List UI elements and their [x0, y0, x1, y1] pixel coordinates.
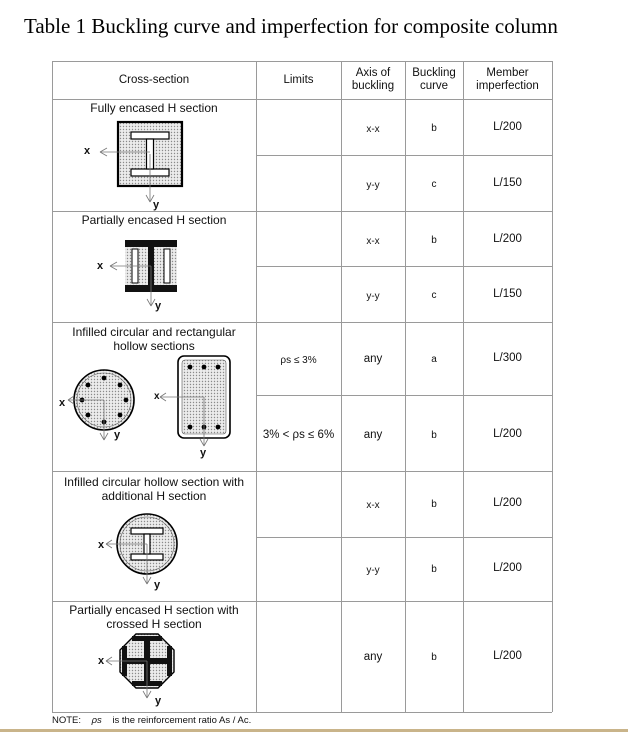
axis-label-x: x — [84, 145, 91, 157]
cell-imperfection: L/200 — [493, 233, 522, 245]
axis-label-y: y — [154, 579, 161, 591]
crossed-h-diagram — [92, 630, 192, 710]
section-caption: Partially encased H section with crossed H section — [69, 603, 239, 631]
section-caption: Infilled circular and rectangular hollow sections — [72, 325, 236, 353]
cell-imperfection: L/150 — [493, 177, 522, 189]
table-note: NOTE: ρs is the reinforcement ratio As / Ac. — [52, 715, 252, 726]
cell-curve: b — [431, 564, 437, 575]
cell-curve: b — [431, 235, 437, 246]
cell-imperfection: L/200 — [493, 121, 522, 133]
cell-axis: y-y — [366, 291, 380, 302]
row-divider — [256, 395, 552, 396]
section-caption: Fully encased H section — [90, 101, 218, 115]
cell-axis: any — [363, 651, 383, 663]
header-limits: Limits — [283, 74, 314, 86]
cell-axis: y-y — [366, 565, 380, 576]
column-divider — [463, 61, 464, 712]
header-axis: Axis of buckling — [351, 67, 395, 92]
axis-label-y: y — [200, 447, 207, 459]
infilled-circular-diagram — [54, 360, 154, 450]
column-divider — [256, 61, 257, 712]
cell-axis: y-y — [366, 180, 380, 191]
section-caption: Infilled circular hollow section with additional H section — [63, 475, 245, 503]
cell-axis: any — [363, 353, 383, 365]
table-top-border — [52, 61, 552, 62]
cell-curve: b — [431, 430, 437, 441]
cell-axis: x-x — [366, 500, 380, 511]
header-curve: Buckling curve — [412, 67, 456, 92]
row-divider — [256, 537, 552, 538]
cell-imperfection: L/200 — [493, 497, 522, 509]
partially-encased-h-diagram — [90, 236, 200, 316]
axis-label-x: x — [98, 539, 105, 551]
cell-axis: x-x — [366, 124, 380, 135]
section-divider — [52, 601, 552, 602]
cell-curve: b — [431, 499, 437, 510]
table-right-border — [552, 61, 553, 712]
cell-imperfection: L/200 — [493, 562, 522, 574]
cell-curve: c — [431, 179, 437, 190]
cell-axis: x-x — [366, 236, 380, 247]
axis-label-y: y — [153, 199, 160, 211]
cell-imperfection: L/200 — [493, 428, 522, 440]
header-cross-section: Cross-section — [118, 74, 190, 86]
cell-curve: b — [431, 123, 437, 134]
cell-imperfection: L/200 — [493, 650, 522, 662]
axis-label-y: y — [155, 300, 162, 312]
section-caption: Partially encased H section — [81, 213, 227, 227]
cell-curve: b — [431, 652, 437, 663]
header-imperfection: Member imperfection — [476, 67, 539, 92]
axis-label-x: x — [154, 391, 160, 402]
cell-curve: a — [431, 354, 437, 365]
cell-axis: any — [363, 429, 383, 441]
axis-label-y: y — [114, 429, 121, 441]
column-divider — [405, 61, 406, 712]
cell-curve: c — [431, 290, 437, 301]
axis-label-y: y — [155, 695, 162, 707]
column-divider — [341, 61, 342, 712]
infilled-circular-h-diagram — [92, 508, 192, 592]
axis-label-x: x — [59, 397, 66, 409]
header-separator — [52, 99, 552, 100]
axis-label-x: x — [97, 260, 104, 272]
cell-imperfection: L/150 — [493, 288, 522, 300]
row-divider — [256, 155, 552, 156]
cell-limits: ρs ≤ 3% — [280, 355, 317, 366]
cell-limits: 3% < ρs ≤ 6% — [262, 429, 335, 441]
table-bottom-border — [52, 712, 552, 713]
infilled-rectangular-diagram — [150, 350, 240, 450]
cell-imperfection: L/300 — [493, 352, 522, 364]
row-divider — [256, 266, 552, 267]
axis-label-x: x — [98, 655, 105, 667]
fully-encased-h-diagram — [80, 116, 200, 212]
section-divider — [52, 322, 552, 323]
table-title: Table 1 Buckling curve and imperfection for composite column — [24, 14, 558, 38]
section-divider — [52, 471, 552, 472]
